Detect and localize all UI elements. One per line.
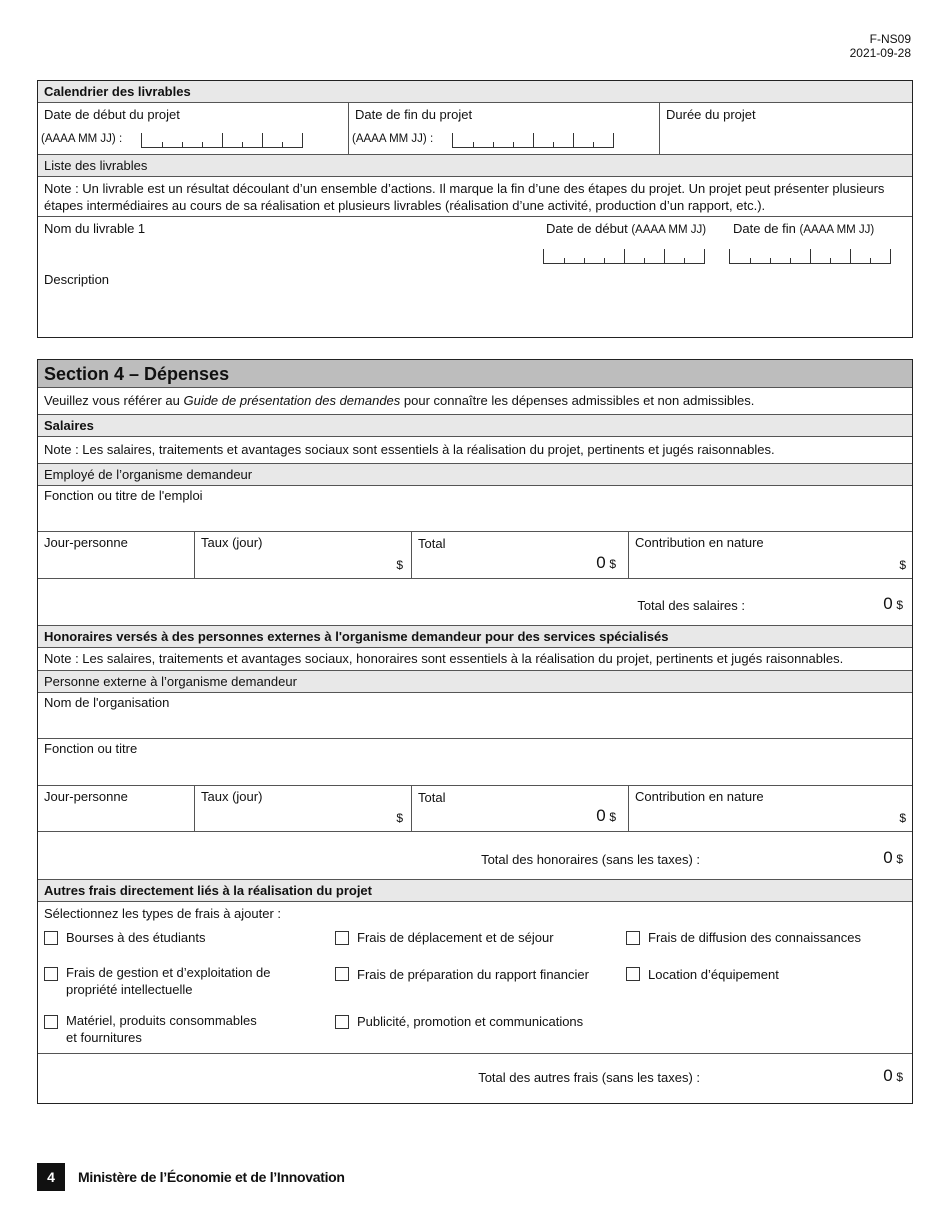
form-code: F-NS09 [869,32,911,46]
project-start-date-input[interactable] [141,133,303,148]
salaires-title: Salaires [38,415,912,437]
salaires-amounts-row [38,532,912,579]
honoraires-contribution-field[interactable]: Contribution en nature $ [628,786,912,831]
deliverable-name-label: Nom du livrable 1 [44,221,146,236]
honoraires-amounts-row [38,786,912,832]
project-end-label: Date de fin du projet [355,107,473,122]
form-date: 2021-09-28 [849,46,911,60]
honoraires-taux-field[interactable]: Taux (jour) $ [194,786,411,831]
checkbox-diffusion[interactable] [626,931,640,945]
autres-sum-row [38,1054,912,1100]
option-materiel-label: Matériel, produits consommables et fournitures [66,1013,257,1045]
ministry-name: Ministère de l’Économie et de l’Innovation [78,1169,345,1185]
section-4-title: Section 4 – Dépenses [38,360,912,388]
honoraires-note: Note : Les salaires, traitements et avantages sociaux, honoraires sont essentiels à la réalisation du projet, pertinents et jugés raisonnables. [38,648,912,671]
section-4-intro: Veuillez vous référer au Guide de présentation des demandes pour connaître les dépenses admissibles et non admissibles. [38,388,912,415]
section-4-depenses [37,359,913,1104]
salaires-taux-field[interactable]: Taux (jour) $ [194,532,411,578]
salaires-sum-value: 0 $ [883,594,903,613]
checkbox-bourses[interactable] [44,931,58,945]
salaires-sum-label: Total des salaires : [637,598,745,613]
page-number: 4 [37,1163,65,1191]
autres-title: Autres frais directement liés à la réalisation du projet [38,880,912,902]
option-location-label: Location d’équipement [648,967,779,982]
project-dates-row [38,103,912,155]
deliverable-1 [38,217,912,335]
project-duration-label: Durée du projet [666,107,756,122]
honoraires-jour-field[interactable]: Jour-personne [44,789,128,804]
deliverable-start-date-input[interactable] [543,249,705,264]
checkbox-materiel[interactable] [44,1015,58,1029]
honoraires-function-field[interactable]: Fonction ou titre [38,739,912,786]
deliverable-end-date-input[interactable] [729,249,891,264]
salaires-function-field[interactable] [38,486,912,532]
deliverables-list-label: Liste des livrables [38,155,912,177]
honoraires-total-field: Total 0 $ [411,786,628,831]
project-start-cell [38,103,348,154]
autres-sum-label: Total des autres frais (sans les taxes) : [478,1070,700,1085]
project-end-format: (AAAA MM JJ) : [352,133,434,145]
salaires-sum-row [38,579,912,626]
honoraires-sum-label: Total des honoraires (sans les taxes) : [481,852,700,867]
salaires-note: Note : Les salaires, traitements et avantages sociaux sont essentiels à la réalisation du projet, pertinents et jugés raisonnables. [38,437,912,464]
option-gestion-pi-label: Frais de gestion et d’exploitation de propriété intellectuelle [66,965,271,997]
calendrier-title: Calendrier des livrables [38,81,912,103]
project-end-date-input[interactable] [452,133,614,148]
salaires-employee-label: Employé de l’organisme demandeur [38,464,912,486]
autres-sum-value: 0 $ [883,1066,903,1085]
checkbox-rapport-financier[interactable] [335,967,349,981]
salaires-total-value: 0 $ [596,553,616,572]
checkbox-publicite[interactable] [335,1015,349,1029]
honoraires-sum-value: 0 $ [883,848,903,867]
deliverable-description-label: Description [44,272,110,287]
honoraires-sum-row [38,832,912,880]
option-rapport-financier-label: Frais de préparation du rapport financier [357,967,589,982]
checkbox-location[interactable] [626,967,640,981]
document-id [850,32,911,60]
option-bourses-label: Bourses à des étudiants [66,930,206,945]
checkbox-gestion-pi[interactable] [44,967,58,981]
salaires-function-label: Fonction ou titre de l'emploi [44,488,203,503]
salaires-total-field: Total 0 $ [411,532,628,578]
deliverable-start-label: Date de début (AAAA MM JJ) [546,221,707,236]
autres-options [38,902,912,1054]
project-end-cell [348,103,659,154]
calendrier-section [37,80,913,338]
option-diffusion-label: Frais de diffusion des connaissances [648,930,861,945]
honoraires-title: Honoraires versés à des personnes externes à l'organisme demandeur pour des services spécialisés [38,626,912,648]
option-publicite-label: Publicité, promotion et communications [357,1014,584,1029]
honoraires-total-value: 0 $ [596,806,616,825]
option-deplacement-label: Frais de déplacement et de séjour [357,930,554,945]
project-duration-cell[interactable] [659,103,912,154]
deliverable-end-label: Date de fin (AAAA MM JJ) [733,221,875,236]
honoraires-person-label: Personne externe à l’organisme demandeur [38,671,912,693]
salaires-contribution-field[interactable]: Contribution en nature $ [628,532,912,578]
checkbox-deplacement[interactable] [335,931,349,945]
deliverables-note: Note : Un livrable est un résultat découlant d’un ensemble d’actions. Il marque la fin d’une des étapes du projet. Un projet peut présenter plusieurs étapes intermédiaires au cours de sa réalisation et plusieurs livrables (réalisation d’une activité, production d’un rapport, etc.). [38,177,912,217]
autres-select-label: Sélectionnez les types de frais à ajouter : [44,906,282,921]
salaires-jour-field[interactable]: Jour-personne [44,535,128,550]
project-start-format: (AAAA MM JJ) : [41,133,123,145]
honoraires-org-field[interactable]: Nom de l'organisation [38,693,912,739]
project-start-label: Date de début du projet [44,107,180,122]
